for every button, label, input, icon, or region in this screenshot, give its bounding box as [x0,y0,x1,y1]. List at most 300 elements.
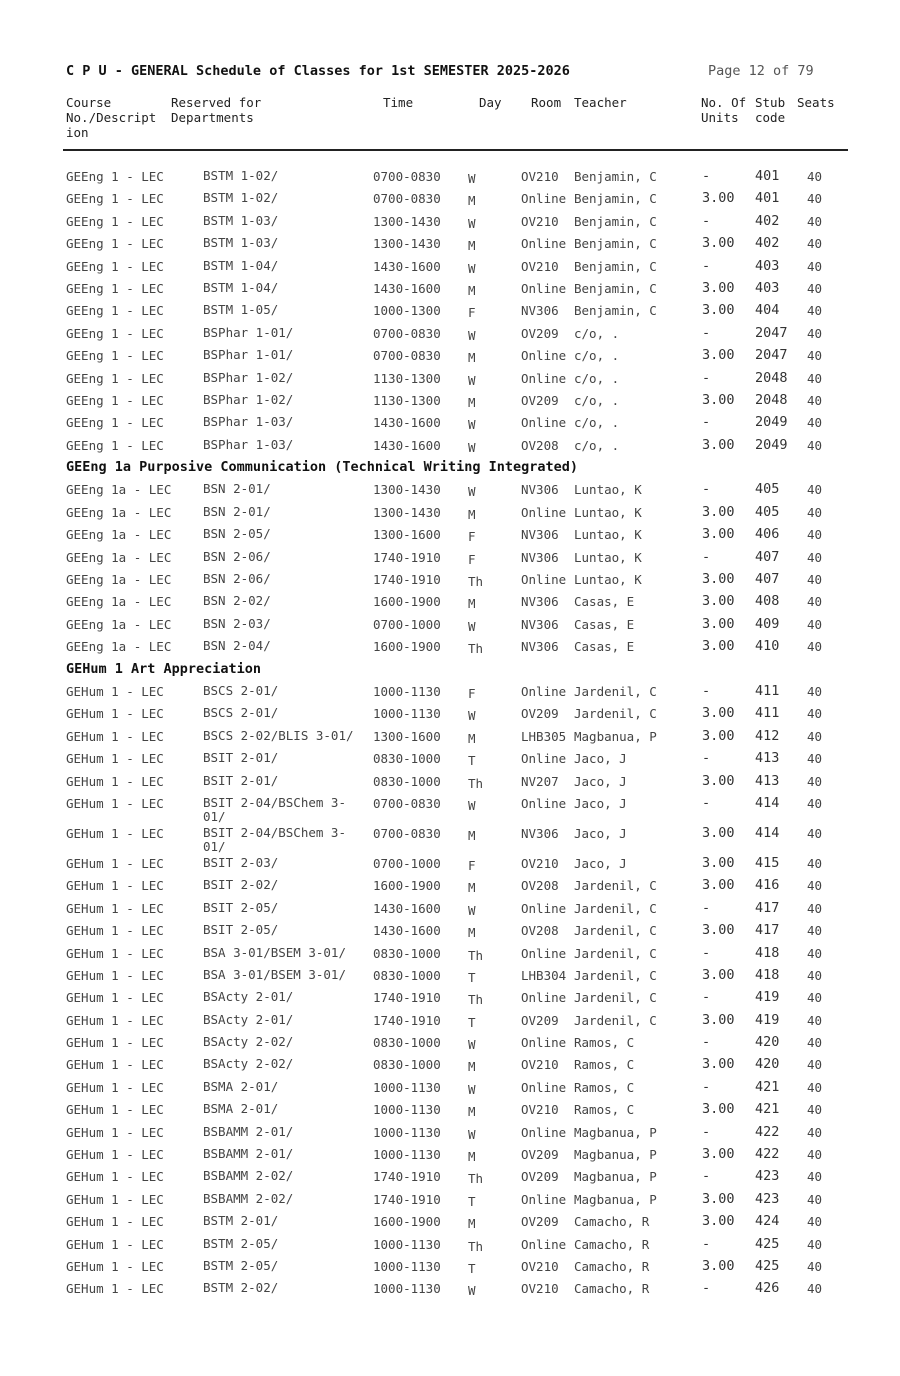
seats-cell: 40 [807,1191,823,1207]
room-cell: NV306 [521,594,559,610]
section-heading: GEHum 1 Art Appreciation [66,660,262,677]
room-cell: Online [521,1191,567,1207]
day-cell: Th [468,1238,484,1254]
table-row [0,1010,900,1032]
room-cell: NV306 [521,527,559,543]
col-header-seats: Seats [797,95,835,110]
teacher-cell: Magbanua, P [574,1191,657,1207]
course-cell: GEEng 1 - LEC [66,415,164,431]
day-cell: M [468,827,476,843]
time-cell: 1300-1430 [373,504,441,520]
seats-cell: 40 [807,169,823,184]
reserved-dept-cell: BSA 3-01/BSEM 3-01/ [203,944,346,960]
time-cell: 1300-1600 [373,728,441,744]
teacher-cell: Camacho, R [574,1281,650,1297]
seats-cell: 40 [807,236,823,252]
teacher-cell: Ramos, C [574,1102,635,1118]
units-cell: - [702,1123,711,1140]
units-cell: - [702,899,711,916]
course-cell: GEEng 1 - LEC [66,325,164,341]
time-cell: 0700-0830 [373,191,441,207]
units-cell: 3.00 [702,571,735,588]
room-cell: OV208 [521,878,559,894]
seats-cell: 40 [807,900,823,916]
stub-code-cell: 414 [755,824,780,841]
stub-code-cell: 403 [755,257,780,274]
time-cell: 1600-1900 [373,594,441,610]
day-cell: W [468,439,476,455]
table-row [0,1211,900,1233]
units-cell: 3.00 [702,854,735,871]
teacher-cell: Casas, E [574,616,635,632]
reserved-dept-cell: BSN 2-05/ [203,526,271,542]
day-cell: W [468,1081,476,1097]
day-cell: F [468,529,476,545]
time-cell: 0700-0830 [373,795,441,811]
reserved-dept-cell: BSIT 2-03/ [203,854,279,870]
reserved-dept-cell: BSBAMM 2-01/ [203,1146,294,1162]
reserved-dept-cell: BSPhar 1-01/ [203,347,294,363]
day-cell: M [468,1216,476,1232]
teacher-cell: Camacho, R [574,1236,650,1252]
course-cell: GEEng 1a - LEC [66,639,172,655]
table-row [0,1144,900,1166]
course-cell: GEEng 1 - LEC [66,437,164,453]
time-cell: 1300-1430 [373,482,441,498]
table-row [0,300,900,322]
reserved-dept-cell: BSPhar 1-02/ [203,369,294,385]
table-row [0,368,900,390]
reserved-dept-cell: BSActy 2-02/ [203,1034,294,1050]
reserved-dept-cell: BSTM 1-03/ [203,235,279,251]
day-cell: M [468,1059,476,1075]
day-cell: W [468,327,476,343]
seats-cell: 40 [807,572,823,588]
seats-cell: 40 [807,325,823,341]
teacher-cell: Jardenil, C [574,923,657,939]
day-cell: M [468,730,476,746]
room-cell: NV306 [521,549,559,565]
seats-cell: 40 [807,825,823,841]
stub-code-cell: 2048 [755,391,788,408]
table-row [0,524,900,546]
reserved-dept-cell: BSIT 2-02/ [203,877,279,893]
room-cell: OV208 [521,923,559,939]
stub-code-cell: 408 [755,593,780,610]
stub-code-cell: 406 [755,526,780,543]
reserved-dept-cell: BSCS 2-01/ [203,682,279,698]
course-cell: GEHum 1 - LEC [66,1012,164,1028]
teacher-cell: Luntao, K [574,549,642,565]
stub-code-cell: 423 [755,1190,780,1207]
seats-cell: 40 [807,990,823,1006]
course-cell: GEHum 1 - LEC [66,855,164,871]
stub-code-cell: 405 [755,503,780,520]
units-cell: - [702,989,711,1006]
room-cell: Online [521,348,567,364]
course-cell: GEEng 1 - LEC [66,348,164,364]
stub-code-cell: 410 [755,638,780,655]
teacher-cell: Jardenil, C [574,683,657,699]
table-row [0,233,900,255]
teacher-cell: Ramos, C [574,1079,635,1095]
units-cell: - [702,944,711,961]
units-cell: 3.00 [702,1146,735,1163]
units-cell: - [702,682,711,699]
units-cell: - [702,1168,711,1185]
time-cell: 1000-1130 [373,1102,441,1118]
day-cell: F [468,305,476,321]
teacher-cell: Jardenil, C [574,878,657,894]
day-cell: W [468,171,476,186]
time-cell: 0830-1000 [373,967,441,983]
day-cell: Th [468,1171,484,1187]
teacher-cell: c/o, . [574,325,620,341]
room-cell: NV306 [521,639,559,655]
day-cell: Th [468,947,484,963]
time-cell: 1740-1910 [373,549,441,565]
time-cell: 1000-1130 [373,1079,441,1095]
room-cell: Online [521,191,567,207]
table-row [0,188,900,210]
seats-cell: 40 [807,683,823,699]
time-cell: 1430-1600 [373,280,441,296]
day-cell: W [468,797,476,813]
time-cell: 1740-1910 [373,1169,441,1185]
col-header-stub: Stub code [755,95,786,125]
time-cell: 1600-1900 [373,1214,441,1230]
reserved-dept-cell: BSN 2-01/ [203,481,271,497]
stub-code-cell: 420 [755,1056,780,1073]
time-cell: 0830-1000 [373,773,441,789]
stub-code-cell: 409 [755,615,780,632]
course-cell: GEEng 1a - LEC [66,527,172,543]
reserved-dept-cell: BSTM 2-02/ [203,1280,279,1296]
teacher-cell: Jardenil, C [574,990,657,1006]
day-cell: M [468,1149,476,1165]
table-row [0,278,900,300]
table-row [0,748,900,770]
units-cell: - [702,794,711,811]
reserved-dept-cell: BSIT 2-04/BSChem 3-01/ [203,794,346,824]
time-cell: 1300-1430 [373,213,441,229]
teacher-cell: Casas, E [574,639,635,655]
reserved-dept-cell: BSN 2-06/ [203,548,271,564]
table-row [0,614,900,636]
units-cell: 3.00 [702,824,735,841]
teacher-cell: Benjamin, C [574,169,657,184]
seats-cell: 40 [807,1012,823,1028]
time-cell: 1600-1900 [373,639,441,655]
reserved-dept-cell: BSMA 2-01/ [203,1078,279,1094]
seats-cell: 40 [807,639,823,655]
time-cell: 1000-1130 [373,683,441,699]
room-cell: OV210 [521,213,559,229]
reserved-dept-cell: BSBAMM 2-02/ [203,1168,294,1184]
units-cell: 3.00 [702,302,735,319]
stub-code-cell: 416 [755,877,780,894]
teacher-cell: Magbanua, P [574,1169,657,1185]
teacher-cell: Jardenil, C [574,967,657,983]
room-cell: NV306 [521,482,559,498]
units-cell: - [702,750,711,767]
teacher-cell: Luntao, K [574,482,642,498]
teacher-cell: Magbanua, P [574,728,657,744]
time-cell: 1000-1300 [373,303,441,319]
time-cell: 1430-1600 [373,923,441,939]
room-cell: Online [521,1035,567,1051]
time-cell: 1130-1300 [373,370,441,386]
course-cell: GEHum 1 - LEC [66,706,164,722]
course-cell: GEHum 1 - LEC [66,945,164,961]
day-cell: F [468,685,476,701]
room-cell: NV306 [521,616,559,632]
time-cell: 1000-1130 [373,1124,441,1140]
seats-cell: 40 [807,1169,823,1185]
stub-code-cell: 415 [755,854,780,871]
day-cell: Th [468,574,484,590]
seats-cell: 40 [807,1124,823,1140]
reserved-dept-cell: BSTM 1-02/ [203,168,279,183]
section-heading: GEEng 1a Purposive Communication (Technical Writing Integrated) [66,459,579,476]
room-cell: OV209 [521,706,559,722]
table-row [0,591,900,613]
course-cell: GEEng 1a - LEC [66,504,172,520]
course-cell: GEHum 1 - LEC [66,1124,164,1140]
course-cell: GEEng 1 - LEC [66,191,164,207]
units-cell: 3.00 [702,638,735,655]
units-cell: 3.00 [702,279,735,296]
stub-code-cell: 2049 [755,414,788,431]
course-cell: GEEng 1 - LEC [66,303,164,319]
teacher-cell: Magbanua, P [574,1124,657,1140]
time-cell: 0830-1000 [373,751,441,767]
table-row [0,547,900,569]
seats-cell: 40 [807,616,823,632]
day-cell: M [468,925,476,941]
day-cell: T [468,1193,476,1209]
units-cell: 3.00 [702,190,735,207]
time-cell: 0700-1000 [373,616,441,632]
seats-cell: 40 [807,1057,823,1073]
day-cell: M [468,394,476,410]
seats-cell: 40 [807,1236,823,1252]
day-cell: W [468,1037,476,1053]
units-cell: - [702,1280,711,1297]
course-cell: GEEng 1a - LEC [66,572,172,588]
course-cell: GEEng 1a - LEC [66,616,172,632]
teacher-cell: Benjamin, C [574,280,657,296]
day-cell: W [468,215,476,231]
teacher-cell: Jaco, J [574,855,627,871]
units-cell: 3.00 [702,1213,735,1230]
stub-code-cell: 2049 [755,436,788,453]
reserved-dept-cell: BSCS 2-01/ [203,705,279,721]
room-cell: OV210 [521,1057,559,1073]
teacher-cell: Ramos, C [574,1035,635,1051]
day-cell: M [468,880,476,896]
col-header-units: No. Of Units [701,95,747,125]
table-row [0,726,900,748]
reserved-dept-cell: BSTM 2-05/ [203,1257,279,1273]
seats-cell: 40 [807,945,823,961]
course-cell: GEHum 1 - LEC [66,1057,164,1073]
time-cell: 1740-1910 [373,990,441,1006]
reserved-dept-cell: BSIT 2-05/ [203,922,279,938]
day-cell: T [468,1260,476,1276]
table-row [0,853,900,875]
stub-code-cell: 413 [755,750,780,767]
stub-code-cell: 417 [755,922,780,939]
page-title: C P U - GENERAL Schedule of Classes for 1st SEMESTER 2025-2026 [66,63,570,79]
seats-cell: 40 [807,795,823,811]
units-cell: 3.00 [702,966,735,983]
stub-code-cell: 402 [755,235,780,252]
course-cell: GEHum 1 - LEC [66,967,164,983]
room-cell: Online [521,504,567,520]
stub-code-cell: 425 [755,1257,780,1274]
seats-cell: 40 [807,504,823,520]
table-row [0,793,900,823]
seats-cell: 40 [807,527,823,543]
reserved-dept-cell: BSPhar 1-02/ [203,391,294,407]
seats-cell: 40 [807,437,823,453]
course-cell: GEEng 1a - LEC [66,482,172,498]
reserved-dept-cell: BSTM 1-02/ [203,190,279,206]
table-row [0,1166,900,1188]
teacher-cell: Benjamin, C [574,303,657,319]
time-cell: 0700-0830 [373,348,441,364]
room-cell: NV207 [521,773,559,789]
seats-cell: 40 [807,392,823,408]
teacher-cell: c/o, . [574,392,620,408]
day-cell: M [468,1104,476,1120]
table-row [0,390,900,412]
stub-code-cell: 418 [755,944,780,961]
stub-code-cell: 421 [755,1101,780,1118]
reserved-dept-cell: BSBAMM 2-01/ [203,1123,294,1139]
units-cell: 3.00 [702,235,735,252]
reserved-dept-cell: BSN 2-03/ [203,615,271,631]
time-cell: 0700-0830 [373,169,441,184]
units-cell: - [702,548,711,565]
course-cell: GEEng 1 - LEC [66,258,164,274]
room-cell: OV210 [521,855,559,871]
room-cell: LHB304 [521,967,567,983]
table-row [0,1278,900,1300]
day-cell: M [468,506,476,522]
day-cell: M [468,282,476,298]
units-cell: 3.00 [702,615,735,632]
teacher-cell: Jardenil, C [574,1012,657,1028]
units-cell: - [702,324,711,341]
stub-code-cell: 426 [755,1280,780,1297]
reserved-dept-cell: BSIT 2-05/ [203,899,279,915]
seats-cell: 40 [807,1147,823,1163]
table-row [0,636,900,658]
schedule-table [0,166,900,1301]
stub-code-cell: 407 [755,548,780,565]
units-cell: 3.00 [702,503,735,520]
units-cell: 3.00 [702,1011,735,1028]
units-cell: - [702,481,711,498]
reserved-dept-cell: BSN 2-04/ [203,638,271,654]
room-cell: Online [521,1079,567,1095]
day-cell: M [468,238,476,254]
course-cell: GEHum 1 - LEC [66,751,164,767]
teacher-cell: c/o, . [574,370,620,386]
units-cell: - [702,168,711,184]
day-cell: T [468,753,476,769]
stub-code-cell: 411 [755,705,780,722]
reserved-dept-cell: BSActy 2-01/ [203,989,294,1005]
table-row [0,703,900,725]
course-cell: GEHum 1 - LEC [66,825,164,841]
reserved-dept-cell: BSBAMM 2-02/ [203,1190,294,1206]
reserved-dept-cell: BSTM 1-04/ [203,257,279,273]
seats-cell: 40 [807,415,823,431]
col-header-reserved: Reserved for Departments [171,95,262,125]
room-cell: OV209 [521,392,559,408]
course-cell: GEHum 1 - LEC [66,990,164,1006]
course-cell: GEEng 1 - LEC [66,392,164,408]
table-row [0,211,900,233]
teacher-cell: Jaco, J [574,751,627,767]
reserved-dept-cell: BSTM 1-03/ [203,212,279,228]
seats-cell: 40 [807,348,823,364]
time-cell: 1000-1130 [373,1147,441,1163]
course-cell: GEHum 1 - LEC [66,900,164,916]
time-cell: 1430-1600 [373,258,441,274]
reserved-dept-cell: BSIT 2-01/ [203,750,279,766]
units-cell: 3.00 [702,1190,735,1207]
stub-code-cell: 419 [755,1011,780,1028]
room-cell: OV208 [521,437,559,453]
teacher-cell: Magbanua, P [574,1147,657,1163]
units-cell: 3.00 [702,877,735,894]
room-cell: OV209 [521,1147,559,1163]
day-cell: Th [468,775,484,791]
units-cell: 3.00 [702,1257,735,1274]
seats-cell: 40 [807,594,823,610]
day-cell: W [468,618,476,634]
stub-code-cell: 418 [755,966,780,983]
time-cell: 0830-1000 [373,1057,441,1073]
room-cell: Online [521,236,567,252]
units-cell: 3.00 [702,391,735,408]
room-cell: Online [521,795,567,811]
seats-cell: 40 [807,370,823,386]
table-row [0,1099,900,1121]
room-cell: OV209 [521,1214,559,1230]
room-cell: NV306 [521,825,559,841]
units-cell: 3.00 [702,526,735,543]
table-row [0,435,900,457]
course-cell: GEHum 1 - LEC [66,683,164,699]
units-cell: - [702,1078,711,1095]
seats-cell: 40 [807,1258,823,1274]
time-cell: 1000-1130 [373,706,441,722]
time-cell: 1430-1600 [373,900,441,916]
day-cell: T [468,1014,476,1030]
course-cell: GEHum 1 - LEC [66,878,164,894]
table-row [0,479,900,501]
reserved-dept-cell: BSActy 2-02/ [203,1056,294,1072]
col-header-course: Course No./Descript ion [66,95,157,140]
time-cell: 1600-1900 [373,878,441,894]
teacher-cell: Luntao, K [574,504,642,520]
teacher-cell: Ramos, C [574,1057,635,1073]
